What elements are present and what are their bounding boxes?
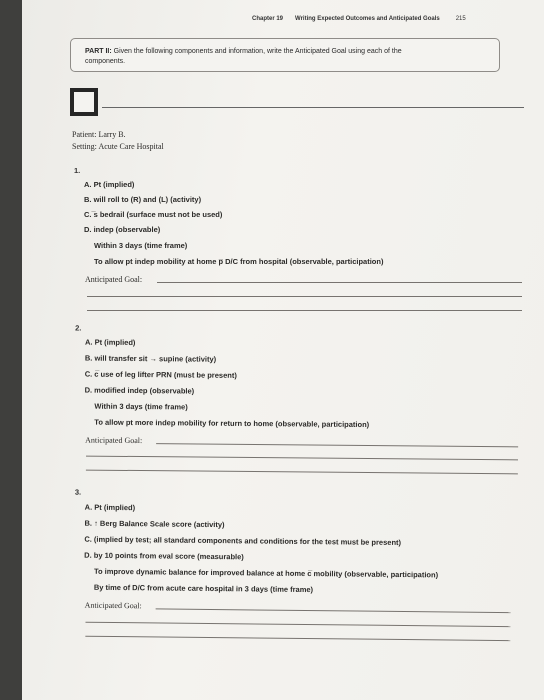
part-instruction: Given the following components and information, write the Anticipated Goal using each of the: [113, 48, 402, 55]
answer-line[interactable]: [156, 443, 518, 447]
checkbox-icon[interactable]: [70, 88, 98, 116]
component-a: A. Pt (implied): [84, 180, 135, 189]
part-instruction-box: [70, 38, 500, 72]
time-frame: Within 3 days (time frame): [94, 401, 188, 412]
patient-setting: Setting: Acute Care Hospital: [72, 142, 164, 151]
participation-purpose: To allow pt more indep mobility for return to home (observable, participation): [94, 417, 370, 430]
exercise-number: 2.: [75, 323, 82, 333]
answer-line[interactable]: [85, 622, 510, 627]
component-c: C. (implied by test; all standard components and conditions for the test must be present): [84, 534, 402, 547]
answer-line[interactable]: [86, 456, 518, 461]
answer-line[interactable]: [157, 282, 522, 283]
answer-line[interactable]: [85, 636, 510, 641]
chapter-section-title: Writing Expected Outcomes and Anticipated Goals: [295, 16, 440, 22]
time-frame: To improve dynamic balance for improved balance at home c̅ mobility (observable, participation): [93, 566, 439, 580]
part-instruction-continued: components.: [85, 58, 126, 65]
exercise-number: 1.: [74, 166, 81, 175]
component-b: B. will transfer sit → supine (activity): [84, 353, 217, 364]
workbook-page: [22, 0, 544, 700]
anticipated-goal-label: Anticipated Goal:: [85, 435, 143, 446]
patient-name: Patient: Larry B.: [72, 130, 126, 139]
component-c: C. ̅s bedrail (surface must not be used): [84, 210, 223, 219]
page-number: 215: [455, 16, 466, 22]
anticipated-goal-label: Anticipated Goal:: [84, 600, 142, 611]
component-d: D. by 10 points from eval score (measurable): [84, 550, 244, 562]
answer-line[interactable]: [87, 296, 522, 297]
participation-purpose: To allow pt indep mobility at home p̅ D/C from hospital (observable, participation): [94, 257, 384, 266]
time-frame: Within 3 days (time frame): [94, 241, 188, 250]
running-header: [252, 16, 466, 22]
anticipated-goal-label: Anticipated Goal:: [85, 275, 143, 284]
participation-purpose: By time of D/C from acute care hospital in 3 days (time frame): [93, 582, 314, 595]
component-b: B. will roll to (R) and (L) (activity): [84, 195, 202, 204]
answer-line[interactable]: [87, 310, 522, 311]
answer-line[interactable]: [156, 608, 511, 613]
component-b: B. ↑ Berg Balance Scale score (activity): [84, 518, 225, 530]
component-c: C. c̅ use of leg lifter PRN (must be present): [84, 369, 237, 380]
answer-line[interactable]: [86, 470, 518, 475]
section-divider: [102, 107, 524, 108]
component-d: D. indep (observable): [84, 225, 161, 234]
chapter-label: Chapter 19: [252, 16, 284, 22]
component-a: A. Pt (implied): [84, 337, 136, 348]
part-label: PART II:: [85, 48, 112, 55]
component-a: A. Pt (implied): [84, 502, 136, 513]
exercise-number: 3.: [74, 487, 82, 497]
component-d: D. modified indep (observable): [84, 385, 195, 396]
